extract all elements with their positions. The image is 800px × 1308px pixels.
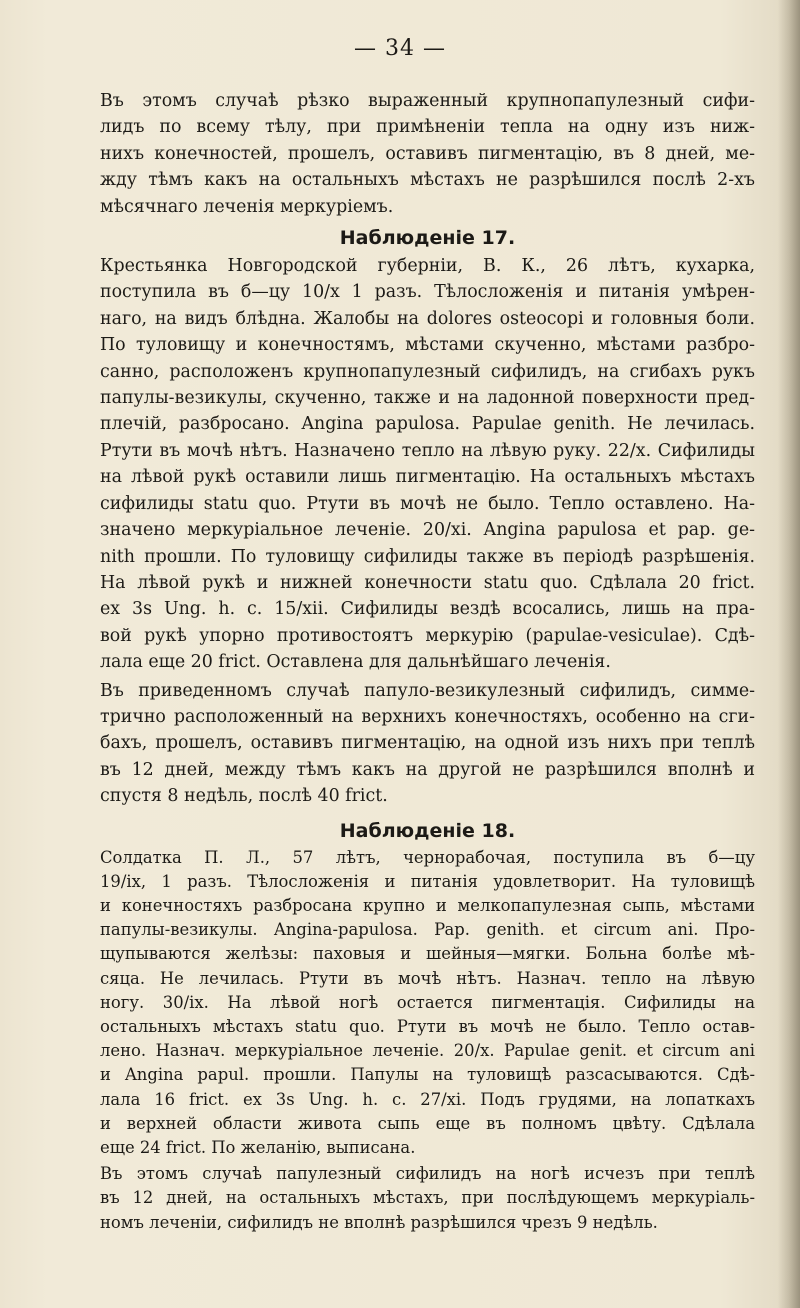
text-line: и верхней области живота сыпь еще въ полномъ цвѣту. Сдѣлала — [100, 1113, 755, 1133]
text-line: лала еще 20 frict. Оставлена для дальнѣйшаго леченія. — [100, 652, 611, 673]
text-line: трично расположенный на верхнихъ конечностяхъ, особенно на сги- — [100, 706, 755, 727]
text-line: По туловищу и конечностямъ, мѣстами скученно, мѣстами разбро- — [100, 335, 755, 356]
text-line: Въ этомъ случаѣ рѣзко выраженный крупнопапулезный сифи- — [100, 91, 755, 111]
text-line: лено. Назнач. меркуріальное леченіе. 20/х. Papulae genit. et circum ani — [100, 1041, 755, 1061]
text-line: бахъ, прошелъ, оставивъ пигментацію, на одной изъ нихъ при теплѣ — [100, 733, 755, 754]
text-line: лидъ по всему тѣлу, при примѣненіи тепла на одну изъ ниж- — [100, 117, 755, 138]
text-line: санно, расположенъ крупнопапулезный сифилидъ, на сгибахъ рукъ — [100, 361, 755, 382]
text-line: На лѣвой рукѣ и нижней конечности statu quo. Сдѣлала 20 frict. — [100, 572, 755, 593]
text-line: поступила въ б—цу 10/х 1 разъ. Тѣлосложенія и питанія умѣрен- — [100, 282, 755, 303]
text-line: въ 12 дней, на остальныхъ мѣстахъ, при послѣдующемъ меркуріаль- — [100, 1188, 755, 1208]
text-line: и конечностяхъ разбросана крупно и мелкопапулезная сыпь, мѣстами — [100, 895, 755, 915]
text-line: сяца. Не лечилась. Ртути въ мочѣ нѣтъ. Назнач. тепло на лѣвую — [100, 968, 755, 988]
text-line: папулы-везикулы. Angina-papulosa. Pap. genith. et circum ani. Про- — [100, 920, 755, 940]
text-line: ногу. 30/іх. На лѣвой ногѣ остается пигментація. Сифилиды на — [100, 992, 755, 1012]
text-line: Солдатка П. Л., 57 лѣтъ, чернорабочая, поступила въ б—цу — [100, 847, 755, 867]
text-line: еще 24 frict. По желанію, выписана. — [100, 1138, 416, 1157]
paragraph-observation-18 — [100, 846, 755, 1161]
text-line: Крестьянка Новгородской губерніи, В. К., 26 лѣтъ, кухарка, — [100, 256, 755, 277]
text-line: Въ приведенномъ случаѣ папуло-везикулезный сифилидъ, симме- — [100, 680, 755, 701]
page-number: — 34 — — [354, 36, 446, 61]
text-line: остальныхъ мѣстахъ statu quo. Ртути въ мочѣ не было. Тепло остав- — [100, 1016, 755, 1036]
section-heading: Наблюденіе 17. — [339, 227, 516, 250]
paragraph-conclusion-17 — [100, 678, 755, 810]
text-line: плечій, разбросано. Angina papulosa. Papulae genith. Не лечилась. — [100, 414, 755, 435]
section-heading: Наблюденіе 18. — [339, 819, 516, 842]
text-line: и Angina papul. прошли. Папулы на туловищѣ разсасываются. Сдѣ- — [100, 1065, 755, 1085]
text-line: папулы-везикулы, скученно, также и на ладонной поверхности пред- — [100, 388, 755, 409]
text-line: 19/іх, 1 разъ. Тѣлосложенія и питанія удовлетворит. На туловищѣ — [100, 871, 755, 891]
paragraph-intro — [100, 88, 755, 220]
text-line: значено меркуріальное леченіе. 20/хі. Angina papulosa et pap. ge- — [100, 520, 755, 541]
text-line: мѣсячнаго леченія меркуріемъ. — [100, 196, 394, 217]
page-body — [100, 88, 755, 1235]
text-line: щупываются желѣзы: паховыя и шейныя—мягки. Больна болѣе мѣ- — [100, 944, 755, 964]
text-line: ex 3s Ung. h. c. 15/хіі. Сифилиды вездѣ всосались, лишь на пра- — [100, 599, 755, 620]
text-line: Ртути въ мочѣ нѣтъ. Назначено тепло на лѣвую руку. 22/х. Сифилиды — [100, 440, 755, 461]
page-edge-shadow — [778, 0, 800, 1308]
text-line: спустя 8 недѣль, послѣ 40 frict. — [100, 786, 388, 807]
paragraph-conclusion-18 — [100, 1162, 755, 1235]
text-line: nith прошли. По туловищу сифилиды также въ періодѣ разрѣшенія. — [100, 546, 755, 567]
text-line: вой рукѣ упорно противостоятъ меркурію (papulae-vesiculae). Сдѣ- — [100, 625, 755, 646]
text-line: жду тѣмъ какъ на остальныхъ мѣстахъ не разрѣшился послѣ 2-хъ — [100, 170, 755, 191]
text-line: въ 12 дней, между тѣмъ какъ на другой не разрѣшился вполнѣ и — [100, 759, 755, 780]
text-line: сифилиды statu quo. Ртути въ мочѣ не было. Тепло оставлено. На- — [100, 493, 755, 514]
text-line: наго, на видъ блѣдна. Жалобы на dolores osteocopi и головныя боли. — [100, 308, 755, 329]
text-line: на лѣвой рукѣ оставили лишь пигментацію. На остальныхъ мѣстахъ — [100, 467, 755, 488]
text-line: лала 16 frict. ex 3s Ung. h. c. 27/хі. Подъ грудями, на лопаткахъ — [100, 1089, 755, 1109]
text-line: Въ этомъ случаѣ папулезный сифилидъ на ногѣ исчезъ при теплѣ — [100, 1164, 755, 1184]
paragraph-observation-17 — [100, 253, 755, 676]
text-line: номъ леченіи, сифилидъ не вполнѣ разрѣшился чрезъ 9 недѣль. — [100, 1212, 658, 1232]
text-line: нихъ конечностей, прошелъ, оставивъ пигментацію, въ 8 дней, ме- — [100, 143, 755, 164]
